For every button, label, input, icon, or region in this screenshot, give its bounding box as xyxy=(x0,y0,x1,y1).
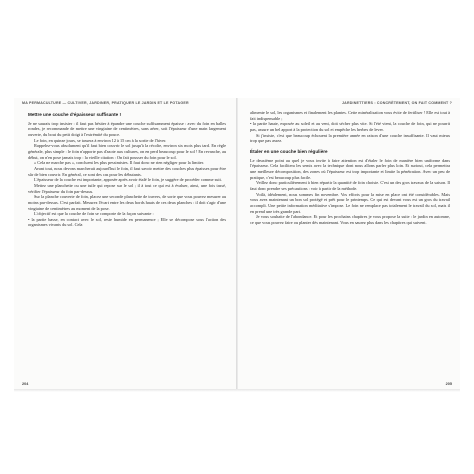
left-running-head: MA PERMACULTURE — CULTIVER, JARDINER, PRATIQUER LE JARDIN ET LE POTAGER xyxy=(22,101,189,105)
paragraph: L'épaisseur de la couche est importante, apposée après avoir étalé le foin, je suggère de procéder comme suit. xyxy=(34,177,222,183)
right-page-body xyxy=(250,110,450,376)
section-heading-thickness: Mettre une couche d'épaisseur suffisante ! xyxy=(28,112,121,117)
paragraph: Si j'insiste, c'est que beaucoup échouent la première année en raison d'une couche insuffisante. Il vaut mieux trop que pas assez. xyxy=(250,132,450,144)
paragraph: Sur la planche couverte de foin, placez une seconde planchette de travers, de sorte que vous pouvez mesurer au moins par-dessus. C'est parfait. Mesurez l'écart entre les deux bords hauts de ces deux planches : il doit s'agir d'une vingtaine de centimètres au moment de la pose. xyxy=(28,194,226,211)
paragraph: Veillez donc particulièrement à bien répartir la quantité de foin choisie. C'est un des gros travaux de la saison. Il faut donc prendre ses précautions : voir à partir de la méthode. xyxy=(250,180,450,191)
section-heading-layer: Étaler en une couche bien régulière xyxy=(250,148,328,154)
right-running-head: JARDINETTIERS : CONCRÈTEMENT, ON FAIT COMMENT ? xyxy=(341,101,452,105)
bullet-paragraph: • la partie basse, en contact avec le sol, reste humide en permanence ; Elle se décompose sous l'action des organismes vivants du sol. Cela xyxy=(28,216,226,228)
paragraph: Mettez une planchette ou une tuile qui repose sur le sol ; il à tout ce qui est à évaluer, ainsi, une fois tassé, vérifier l'épaisseur du foin par-dessus. xyxy=(28,182,226,194)
paragraph: Le deuxième point au quel je vous invite à faire attention est d'étaler le foin de manière bien uniforme dans l'épaisseur. Cela facilitera les semis avec la technique dont nous allons parler plus loin. Et surtout, cela permettra une meilleure décomposition, des zones où l'épaisseur est trop importante et limite la pénétration. Avec un peu de pratique, c'est beaucoup plus facile. xyxy=(250,157,450,180)
paragraph: Je vous souhaite de l'abondance. Et pour les prochains chapitres je vous propose la suite : le jardin en automne, ce que vous pouvez faire ou planter dès maintenant. Vous en saurez plus dans les chapitres qui suivent. xyxy=(250,214,450,225)
right-page xyxy=(238,98,460,390)
left-page-number: 204 xyxy=(22,382,29,386)
paragraph: alimente le sol, les organismes et finalement les plantes. Cette minéralisation vous évite de fertiliser ! Elle est tout à fait indispensable ; xyxy=(250,110,450,121)
paragraph: Je ne saurais trop insister : il faut pas hésiter à épandre une couche suffisamment épaisse : avec du foin en balles rondes, je recommande de mettre une vingtaine de centimètres, sans aérer, soit l'épaisseur d'une main largement ouverte, du bout du petit doigt à l'extrémité du pouce. xyxy=(28,120,226,137)
bullet-paragraph: • la partie haute, exposée au soleil et au vent, doit sécher plus vite. Si l'été vient, la couche de foin, qui ne pourrit pas, assure un bel apport à la protection du sol et empêche les herbes de lever. xyxy=(250,121,450,132)
book-bottom-shadow xyxy=(14,389,460,392)
left-page xyxy=(14,98,236,390)
paragraph: L'objectif est que la couche de foin se comporte de la façon suivante : xyxy=(34,211,154,217)
paragraph: Avant tout, nous devons marcherait aujourd'hui le foin, il faut savoir mettre des couches plus épaisses pour être sûr de bien couvrir. En général, ce sont des cas pour les débutants. xyxy=(28,165,226,177)
paragraph: Rappelez-vous absolument qu'il faut bien couvrir le sol jusqu'à la récolte, environ six mois plus tard. En règle générale, plus simple : le foin n'apporte pas d'azote aux cultures, on en perd beaucoup pour le sol ! En revanche, au début, on n'en pose jamais trop : la vieille citation : On fait pousser du foin pour le sol. xyxy=(28,143,226,160)
paragraph: Voilà, idéalement, nous sommes fin novembre. Vos efforts pour la mise en place ont été considérables. Mais vous avez maintenant un bon sol protégé et prêt pour le printemps. Ce qui est devant vous est un gros du travail accompli. Une petite information méditative s'impose. Le foin ne remplace pas totalement le travail du sol, mais il en prend une très grande part. xyxy=(250,191,450,214)
right-page-number: 205 xyxy=(445,382,452,386)
left-page-body xyxy=(28,110,226,376)
paragraph: Le foin, en quinze jours, se tassera à environ 12 à 15 cm à la sortie de l'hiver. xyxy=(34,137,167,143)
paragraph: « Cela ne marche pas », concluent les plus pessimistes. Il faut donc ne rien négliger pour la limiter. xyxy=(34,160,205,166)
